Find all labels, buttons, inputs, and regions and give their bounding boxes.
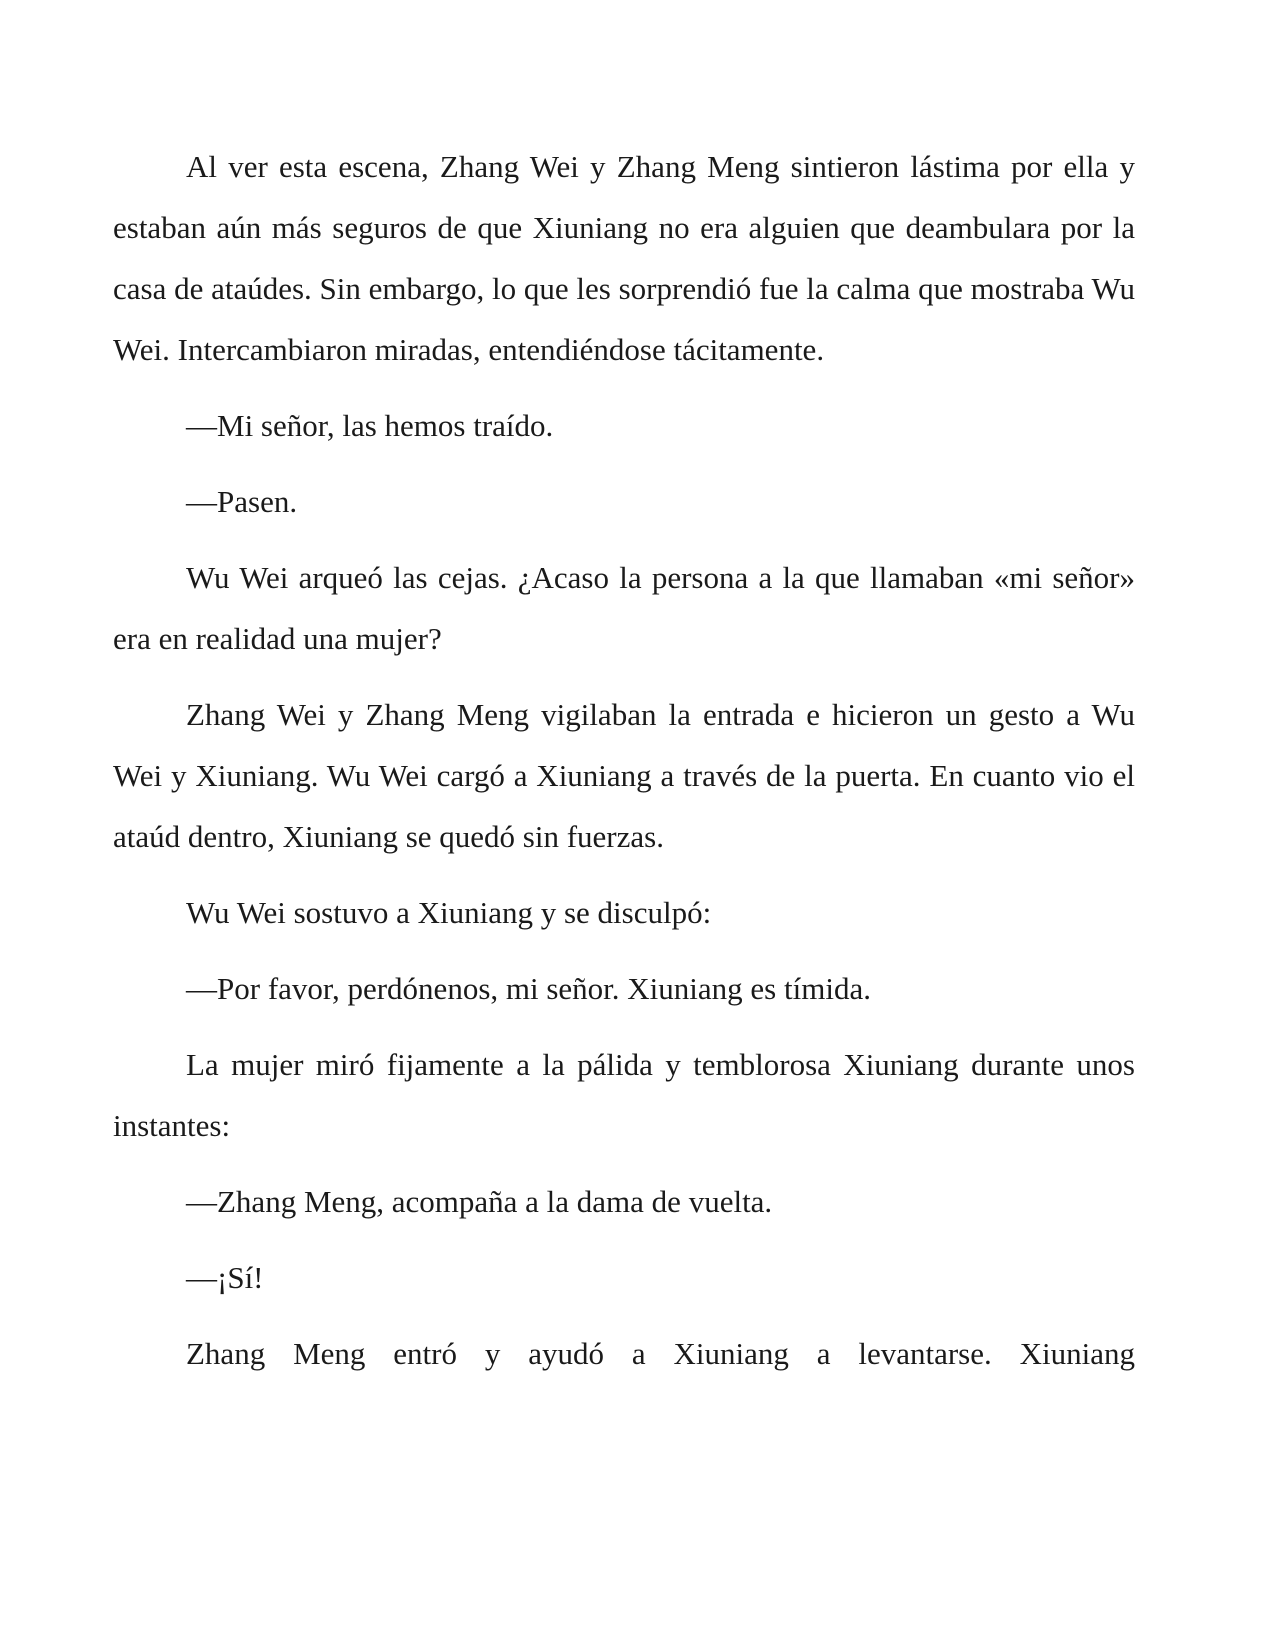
paragraph: Wu Wei arqueó las cejas. ¿Acaso la persona a la que llamaban «mi señor» era en realidad una mujer? <box>113 560 1135 656</box>
paragraph: Wu Wei sostuvo a Xiuniang y se disculpó: <box>186 895 712 930</box>
paragraph: —Mi señor, las hemos traído. <box>186 408 554 443</box>
paragraph: Zhang Meng entró y ayudó a Xiuniang a levantarse. Xiuniang <box>186 1336 1135 1371</box>
paragraph: —Zhang Meng, acompaña a la dama de vuelta. <box>186 1184 773 1219</box>
paragraph: —Por favor, perdónenos, mi señor. Xiuniang es tímida. <box>186 971 871 1006</box>
paragraph: Al ver esta escena, Zhang Wei y Zhang Meng sintieron lástima por ella y estaban aún más seguros de que Xiuniang no era alguien que deambulara por la casa de ataúdes. Sin embargo, lo que les sorprendió fue la calma que mostraba Wu Wei. Intercambiaron miradas, entendiéndose tácitamente. <box>113 149 1136 367</box>
paragraph: La mujer miró fijamente a la pálida y temblorosa Xiuniang durante unos instantes: <box>113 1047 1135 1143</box>
paragraph: —Pasen. <box>186 484 298 519</box>
document-page <box>113 136 1135 1384</box>
paragraph: —¡Sí! <box>186 1260 264 1295</box>
paragraph: Zhang Wei y Zhang Meng vigilaban la entrada e hicieron un gesto a Wu Wei y Xiuniang. Wu Wei cargó a Xiuniang a través de la puerta. En cuanto vio el ataúd dentro, Xiuniang se quedó sin fuerzas. <box>113 697 1135 854</box>
